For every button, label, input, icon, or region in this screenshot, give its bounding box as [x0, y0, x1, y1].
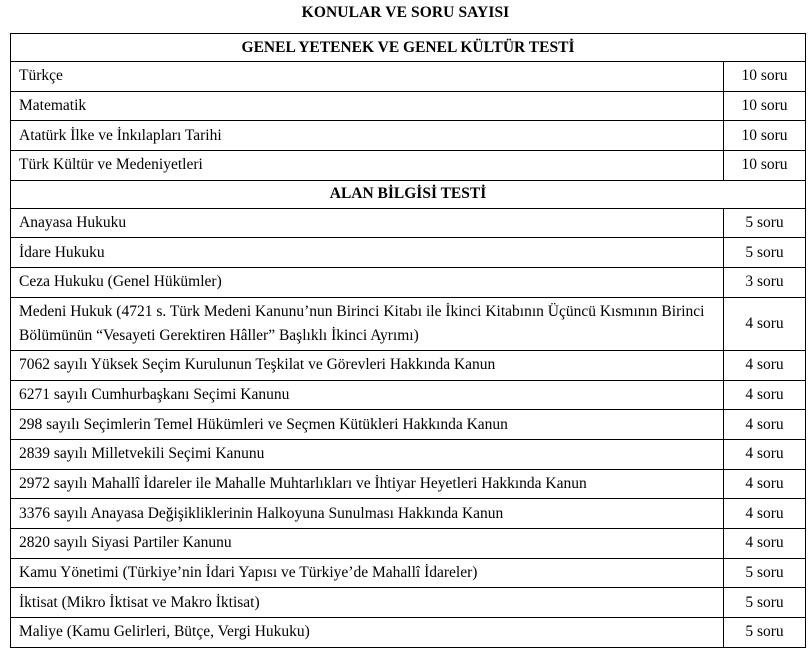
topic-cell: Kamu Yönetimi (Türkiye’nin İdari Yapısı ve Türkiye’de Mahallî İdareler): [11, 558, 724, 588]
question-count-cell: 4 soru: [724, 528, 806, 558]
table-row: [11, 151, 806, 181]
table-row: [11, 499, 806, 529]
table-row: [11, 410, 806, 440]
question-count-cell: 4 soru: [724, 350, 806, 380]
table-row: [11, 121, 806, 151]
section-heading-general: GENEL YETENEK VE GENEL KÜLTÜR TESTİ: [11, 34, 806, 62]
topic-cell: Türk Kültür ve Medeniyetleri: [11, 151, 724, 181]
question-count-cell: 5 soru: [724, 208, 806, 238]
topic-cell: Matematik: [11, 91, 724, 121]
topic-cell: Atatürk İlke ve İnkılapları Tarihi: [11, 121, 724, 151]
question-count-cell: 5 soru: [724, 558, 806, 588]
question-count-cell: 3 soru: [724, 268, 806, 298]
topics-table: [10, 33, 806, 648]
topic-cell: 2839 sayılı Milletvekili Seçimi Kanunu: [11, 439, 724, 469]
topic-cell: İdare Hukuku: [11, 238, 724, 268]
table-row: [11, 618, 806, 648]
section-header-row: [11, 34, 806, 62]
topic-cell: 2972 sayılı Mahallî İdareler ile Mahalle Muhtarlıkları ve İhtiyar Heyetleri Hakkında Kanun: [11, 469, 724, 499]
table-row: [11, 439, 806, 469]
topic-cell: Medeni Hukuk (4721 s. Türk Medeni Kanunu’nun Birinci Kitabı ile İkinci Kitabının Üçüncü Kısmının Birinci Bölümünün “Vesayeti Gerektiren Hâller” Başlıklı İkinci Ayrımı): [11, 297, 724, 350]
table-row: [11, 208, 806, 238]
table-row: [11, 91, 806, 121]
question-count-cell: 5 soru: [724, 618, 806, 648]
section-heading-field: ALAN BİLGİSİ TESTİ: [11, 180, 806, 208]
question-count-cell: 10 soru: [724, 121, 806, 151]
document-title: KONULAR VE SORU SAYISI: [301, 4, 510, 21]
question-count-cell: 5 soru: [724, 238, 806, 268]
topic-cell: 298 sayılı Seçimlerin Temel Hükümleri ve Seçmen Kütükleri Hakkında Kanun: [11, 410, 724, 440]
question-count-cell: 10 soru: [724, 91, 806, 121]
section-header-row: [11, 180, 806, 208]
table-row: [11, 469, 806, 499]
table-row: [11, 558, 806, 588]
table-row: [11, 528, 806, 558]
question-count-cell: 10 soru: [724, 62, 806, 92]
table-row: [11, 350, 806, 380]
question-count-cell: 10 soru: [724, 151, 806, 181]
topic-cell: 3376 sayılı Anayasa Değişikliklerinin Halkoyuna Sunulması Hakkında Kanun: [11, 499, 724, 529]
topic-cell: Türkçe: [11, 62, 724, 92]
question-count-cell: 4 soru: [724, 297, 806, 350]
table-row: [11, 588, 806, 618]
table-row: [11, 268, 806, 298]
question-count-cell: 4 soru: [724, 410, 806, 440]
topic-cell: Maliye (Kamu Gelirleri, Bütçe, Vergi Hukuku): [11, 618, 724, 648]
question-count-cell: 4 soru: [724, 439, 806, 469]
table-row: [11, 380, 806, 410]
topic-cell: 2820 sayılı Siyasi Partiler Kanunu: [11, 528, 724, 558]
topic-cell: Ceza Hukuku (Genel Hükümler): [11, 268, 724, 298]
topic-cell: Anayasa Hukuku: [11, 208, 724, 238]
question-count-cell: 4 soru: [724, 380, 806, 410]
topic-cell: 6271 sayılı Cumhurbaşkanı Seçimi Kanunu: [11, 380, 724, 410]
table-row: [11, 297, 806, 350]
table-row: [11, 238, 806, 268]
question-count-cell: 4 soru: [724, 499, 806, 529]
question-count-cell: 5 soru: [724, 588, 806, 618]
topic-cell: 7062 sayılı Yüksek Seçim Kurulunun Teşkilat ve Görevleri Hakkında Kanun: [11, 350, 724, 380]
topic-cell: İktisat (Mikro İktisat ve Makro İktisat): [11, 588, 724, 618]
table-row: [11, 62, 806, 92]
question-count-cell: 4 soru: [724, 469, 806, 499]
